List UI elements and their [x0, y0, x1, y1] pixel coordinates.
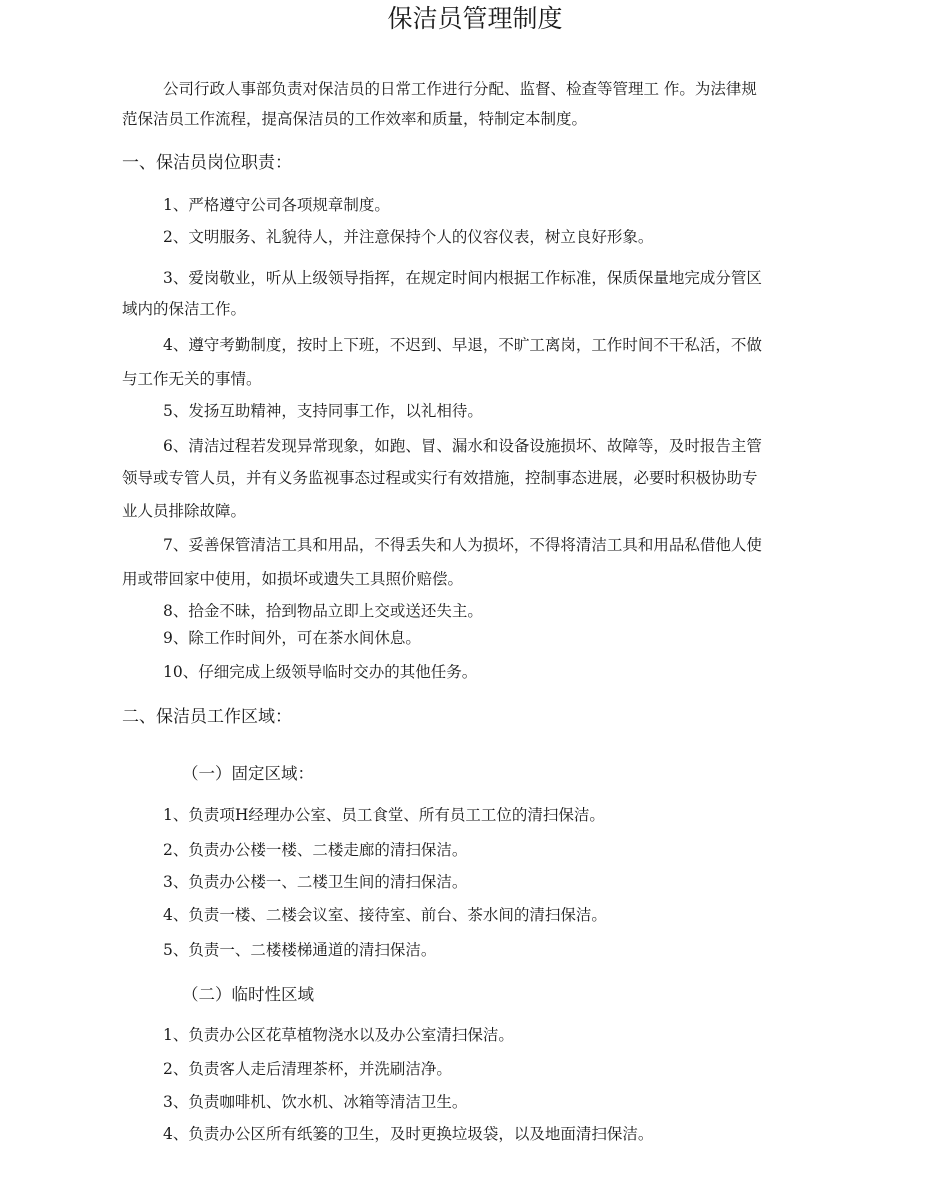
temporary-area-line: 1、负责办公区花草植物浇水以及办公室清扫保洁。 — [163, 1026, 514, 1044]
duty-line: 2、文明服务、礼貌待人，并注意保持个人的仪容仪表，树立良好形象。 — [163, 228, 654, 246]
fixed-area-line: 5、负责一、二楼楼梯通道的清扫保洁。 — [163, 941, 437, 959]
duty-line: 3、爱岗敬业，听从上级领导指挥，在规定时间内根据工作标准，保质保量地完成分管区 — [163, 269, 762, 287]
duty-line: 7、妥善保管清洁工具和用品，不得丢失和人为损坏，不得将清洁工具和用品私借他人使 — [163, 536, 762, 554]
duty-line: 4、遵守考勤制度，按时上下班，不迟到、早退，不旷工离岗，工作时间不干私活，不做 — [163, 336, 762, 354]
temporary-area-line: 2、负责客人走后清理茶杯，并洗刷洁净。 — [163, 1060, 452, 1078]
section-heading-duties: 一、保洁员岗位职责： — [122, 153, 292, 173]
intro-line: 公司行政人事部负责对保洁员的日常工作进行分配、监督、检查等管理工 作。为法律规 — [163, 80, 757, 98]
subsection-heading-temporary: （二）临时性区域 — [182, 985, 314, 1004]
duty-line: 9、除工作时间外，可在茶水间休息。 — [163, 629, 421, 647]
duty-line: 业人员排除故障。 — [122, 502, 247, 520]
temporary-area-line: 4、负责办公区所有纸篓的卫生，及时更换垃圾袋，以及地面清扫保洁。 — [163, 1125, 654, 1143]
duty-line: 领导或专管人员，并有义务监视事态过程或实行有效措施，控制事态进展，必要时积极协助专 — [122, 469, 758, 487]
section-heading-areas: 二、保洁员工作区域： — [122, 707, 292, 727]
fixed-area-line: 2、负责办公楼一楼、二楼走廊的清扫保洁。 — [163, 841, 468, 859]
duty-line: 与工作无关的事情。 — [122, 370, 262, 388]
duty-line: 用或带回家中使用，如损坏或遗失工具照价赔偿。 — [122, 570, 464, 588]
duty-line: 8、拾金不昧，拾到物品立即上交或送还失主。 — [163, 602, 483, 620]
subsection-heading-fixed: （一）固定区域： — [182, 764, 314, 783]
duty-line: 域内的保洁工作。 — [122, 300, 247, 318]
fixed-area-line: 4、负责一楼、二楼会议室、接待室、前台、茶水间的清扫保洁。 — [163, 906, 607, 924]
duty-line: 1、严格遵守公司各项规章制度。 — [163, 196, 390, 214]
duty-line: 10、仔细完成上级领导临时交办的其他任务。 — [163, 663, 478, 681]
duty-line: 5、发扬互助精神，支持同事工作，以礼相待。 — [163, 402, 483, 420]
fixed-area-line: 1、负责项H经理办公室、员工食堂、所有员工工位的清扫保洁。 — [163, 806, 605, 824]
duty-line: 6、清洁过程若发现异常现象，如跑、冒、漏水和设备设施损坏、故障等，及时报告主管 — [163, 437, 762, 455]
document-title: 保洁员管理制度 — [387, 4, 563, 33]
fixed-area-line: 3、负责办公楼一、二楼卫生间的清扫保洁。 — [163, 873, 468, 891]
temporary-area-line: 3、负责咖啡机、饮水机、冰箱等清洁卫生。 — [163, 1093, 468, 1111]
intro-line: 范保洁员工作流程，提高保洁员的工作效率和质量，特制定本制度。 — [122, 110, 588, 128]
